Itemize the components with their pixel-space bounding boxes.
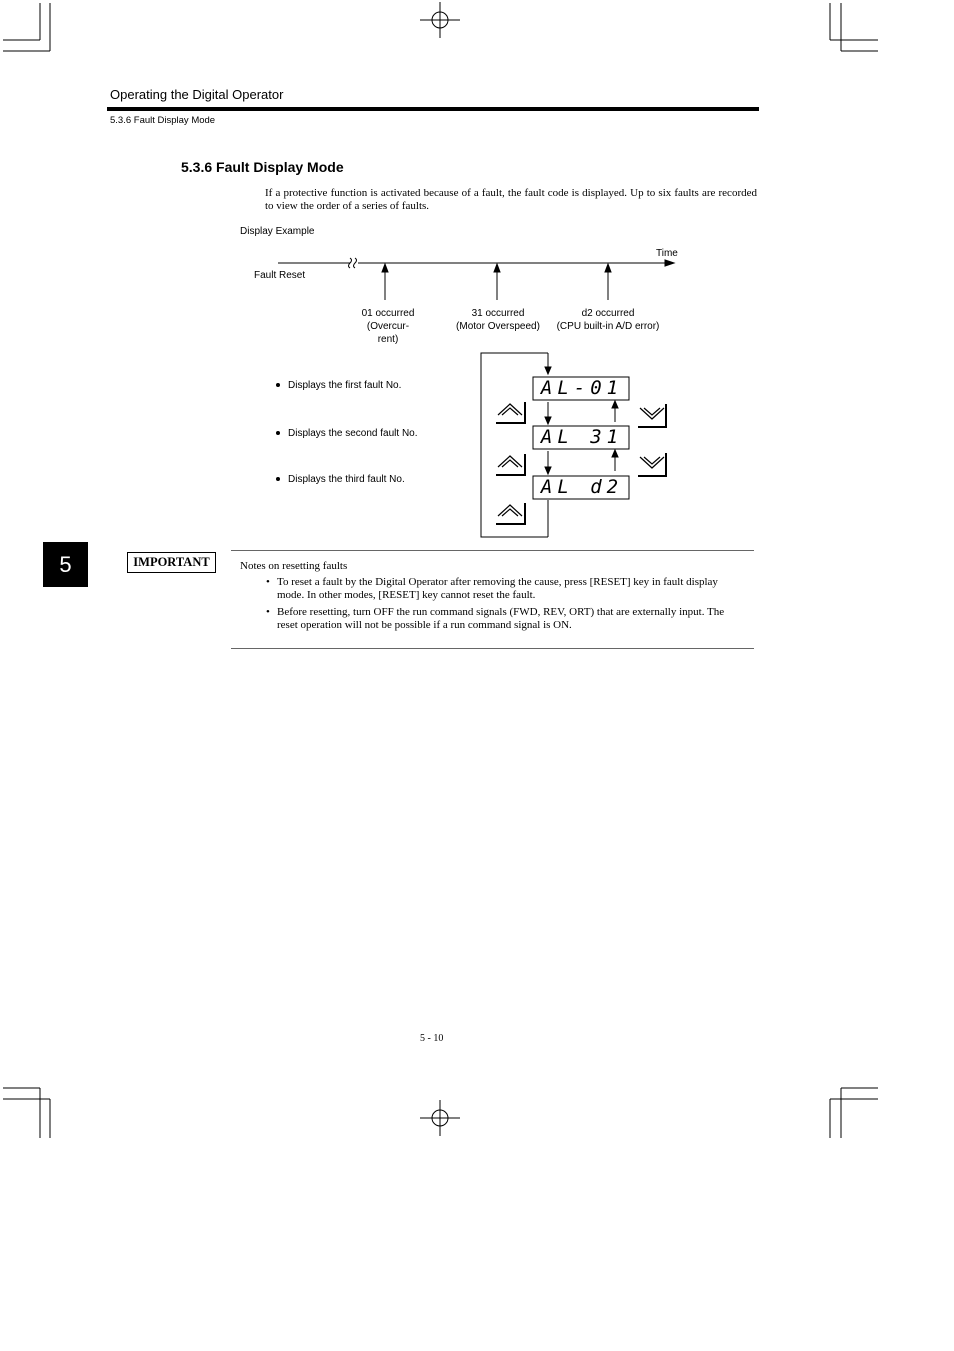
time-axis-label: Time (656, 248, 678, 259)
down-arrow-key-icon (638, 404, 666, 427)
important-bottom-rule (231, 648, 754, 649)
event-label-d2: d2 occurred (CPU built-in A/D error) (556, 308, 660, 332)
up-arrow-key-icon (496, 402, 525, 423)
running-header-title: Operating the Digital Operator (110, 87, 284, 102)
lcd-text-2: AL 31 (540, 426, 624, 448)
bullet-second-fault: Displays the second fault No. (276, 428, 418, 439)
fault-reset-label: Fault Reset (254, 270, 306, 281)
header-rule (107, 107, 759, 111)
page-number: 5 - 10 (420, 1033, 444, 1044)
notes-title: Notes on resetting faults (240, 560, 348, 572)
diagram-caption: Display Example (240, 226, 315, 237)
note-item: • Before resetting, turn OFF the run command signals (FWD, REV, ORT) that are externally input. The reset operation will not be possible if a run command signal is ON. (266, 606, 725, 631)
timeline-diagram (270, 250, 690, 310)
note-item: • To reset a fault by the Digital Operator after removing the cause, press [RESET] key in fault display mode. In other modes, [RESET] key cannot reset the fault. (266, 576, 718, 601)
intro-paragraph: If a protective function is activated because of a fault, the fault code is displayed. Up to six faults are recorded to view the order of a series of faults. (265, 187, 757, 212)
important-top-rule (231, 550, 754, 551)
running-header-subsection: 5.3.6 Fault Display Mode (110, 115, 216, 126)
event-label-01: 01 occurred (Overcur- rent) (361, 308, 415, 345)
important-label: IMPORTANT (127, 552, 216, 573)
section-heading: 5.3.6 Fault Display Mode (181, 159, 344, 175)
lcd-text-3: AL d2 (540, 476, 624, 498)
up-arrow-key-icon (496, 454, 525, 475)
bullet-first-fault: Displays the first fault No. (276, 380, 401, 391)
event-label-31: 31 occurred (Motor Overspeed) (456, 308, 540, 332)
down-arrow-key-icon (638, 453, 666, 476)
bullet-third-fault: Displays the third fault No. (276, 474, 405, 485)
up-arrow-key-icon (496, 503, 525, 524)
lcd-text-1: AL-01 (540, 377, 624, 399)
chapter-tab: 5 (43, 542, 88, 587)
